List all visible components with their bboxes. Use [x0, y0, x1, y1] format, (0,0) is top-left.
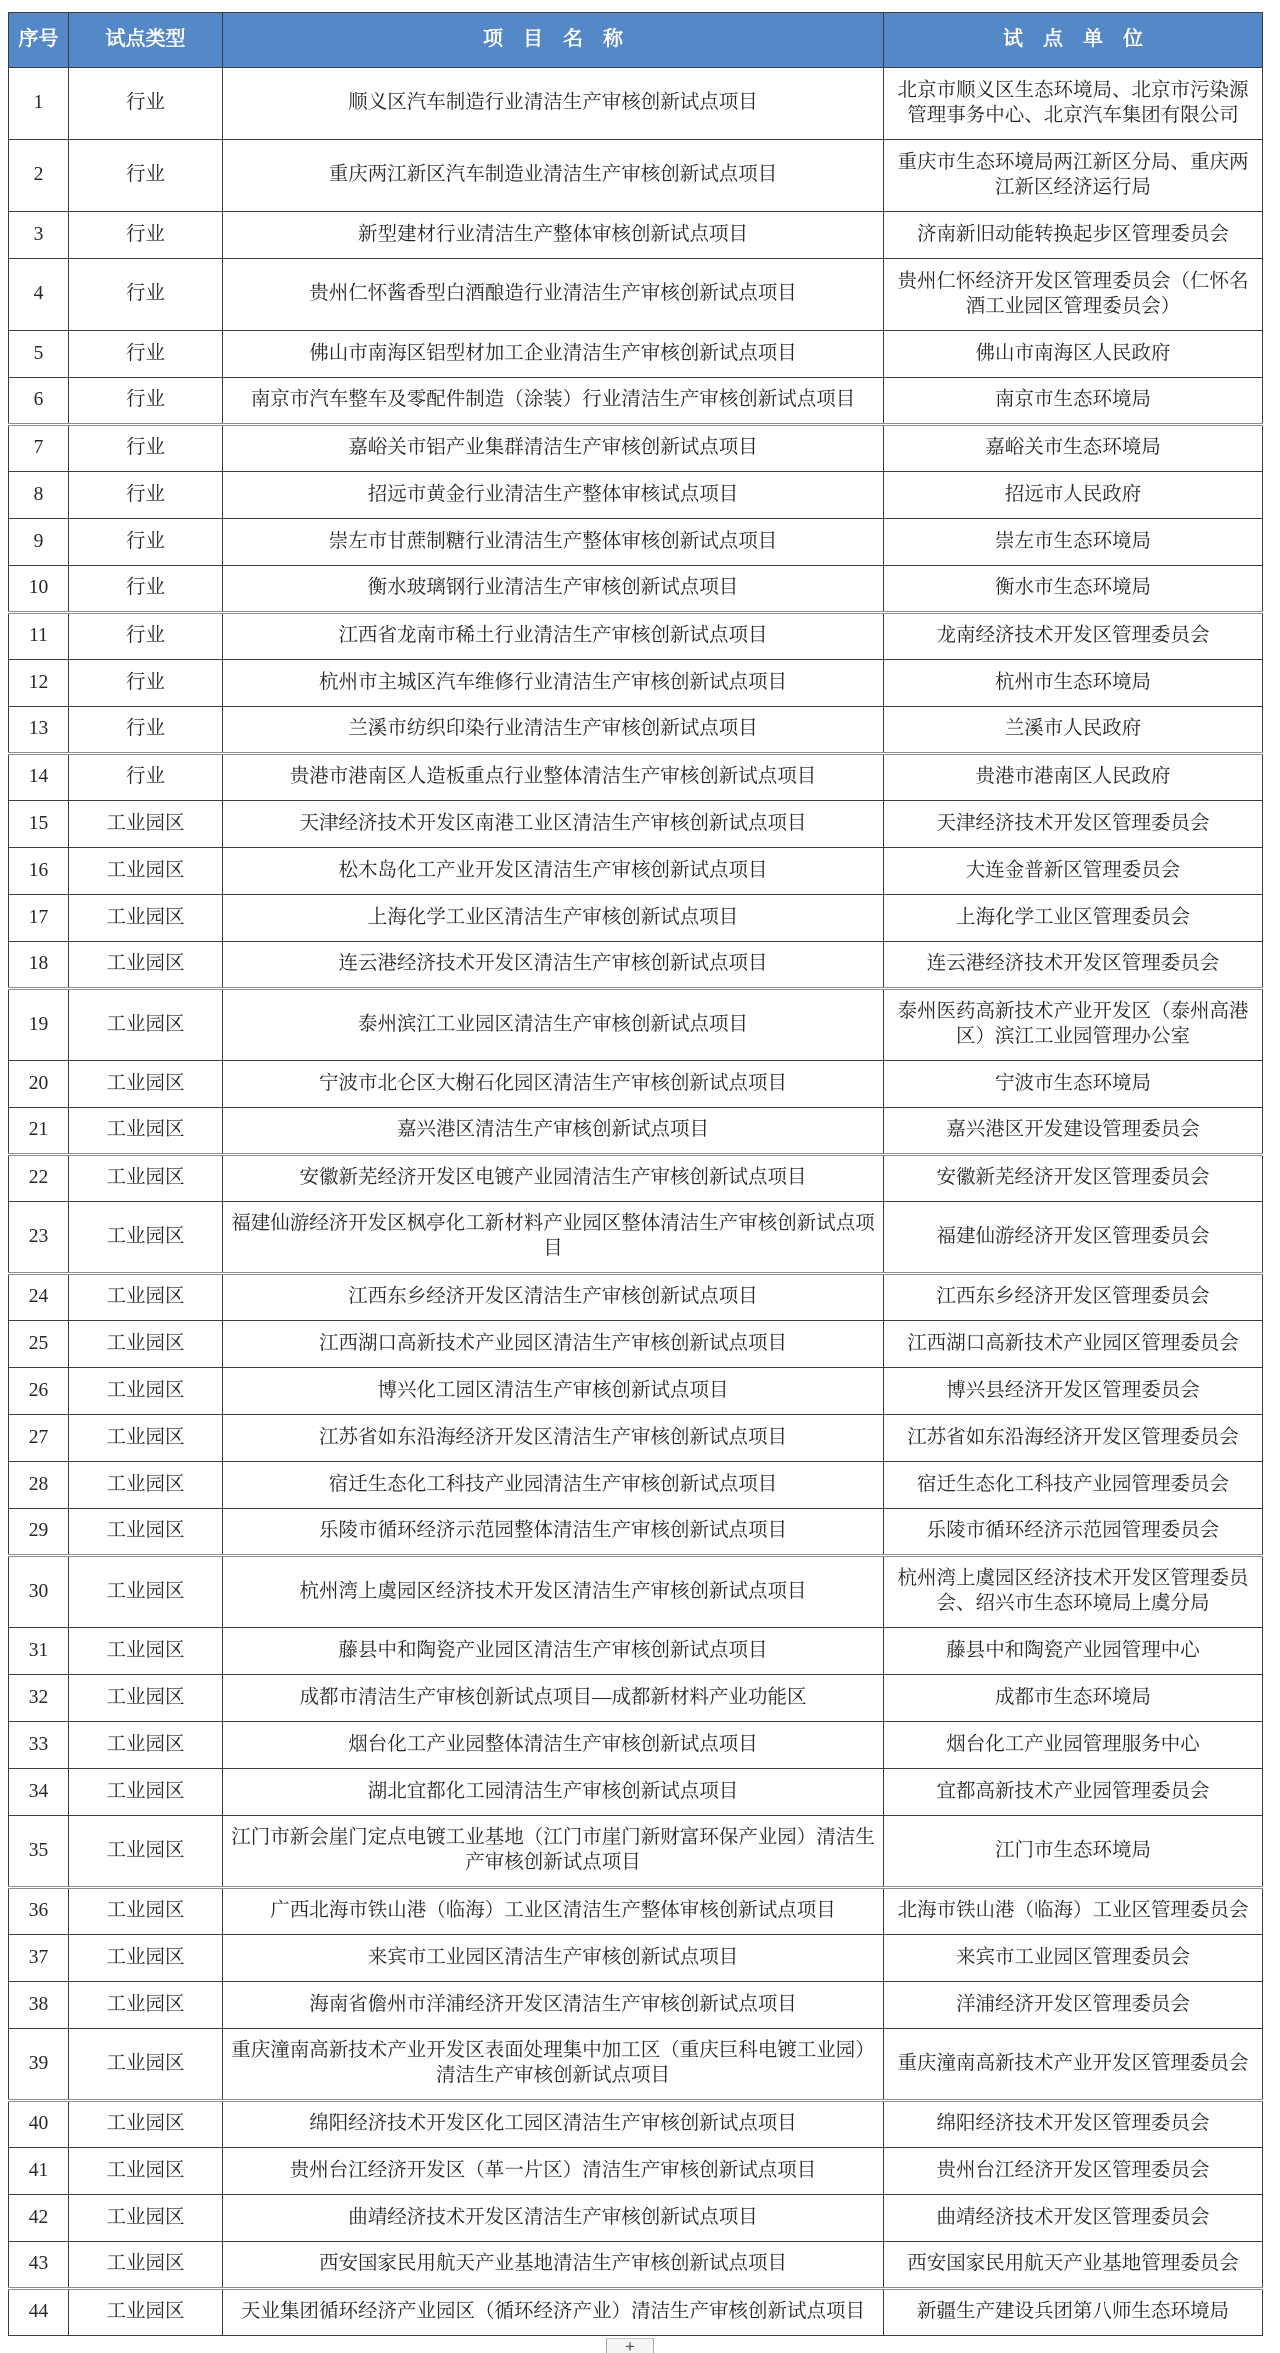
unit-cell: 新疆生产建设兵团第八师生态环境局 [884, 2289, 1263, 2336]
serial-cell: 14 [9, 754, 69, 801]
project-cell: 兰溪市纺织印染行业清洁生产审核创新试点项目 [223, 707, 884, 754]
type-cell: 行业 [69, 425, 223, 472]
project-cell: 宿迁生态化工科技产业园清洁生产审核创新试点项目 [223, 1462, 884, 1509]
type-cell: 工业园区 [69, 1769, 223, 1816]
table-row [9, 1368, 1263, 1415]
table-row [9, 2289, 1263, 2336]
table-row [9, 259, 1263, 331]
type-cell: 行业 [69, 566, 223, 613]
project-cell: 新型建材行业清洁生产整体审核创新试点项目 [223, 212, 884, 259]
serial-cell: 33 [9, 1722, 69, 1769]
unit-cell: 兰溪市人民政府 [884, 707, 1263, 754]
unit-cell: 南京市生态环境局 [884, 378, 1263, 425]
type-cell: 工业园区 [69, 1274, 223, 1321]
serial-cell: 19 [9, 989, 69, 1061]
table-row [9, 519, 1263, 566]
header-project-name: 项 目 名 称 [223, 13, 884, 68]
unit-cell: 嘉兴港区开发建设管理委员会 [884, 1108, 1263, 1155]
serial-cell: 11 [9, 613, 69, 660]
project-cell: 嘉峪关市铝产业集群清洁生产审核创新试点项目 [223, 425, 884, 472]
unit-cell: 烟台化工产业园管理服务中心 [884, 1722, 1263, 1769]
project-cell: 湖北宜都化工园清洁生产审核创新试点项目 [223, 1769, 884, 1816]
unit-cell: 安徽新芜经济开发区管理委员会 [884, 1155, 1263, 1202]
unit-cell: 重庆潼南高新技术产业开发区管理委员会 [884, 2029, 1263, 2101]
project-cell: 连云港经济技术开发区清洁生产审核创新试点项目 [223, 942, 884, 989]
table-row [9, 801, 1263, 848]
type-cell: 工业园区 [69, 1816, 223, 1888]
project-cell: 杭州湾上虞园区经济技术开发区清洁生产审核创新试点项目 [223, 1556, 884, 1628]
serial-cell: 42 [9, 2195, 69, 2242]
type-cell: 工业园区 [69, 2101, 223, 2148]
unit-cell: 杭州市生态环境局 [884, 660, 1263, 707]
table-row [9, 1722, 1263, 1769]
unit-cell: 佛山市南海区人民政府 [884, 331, 1263, 378]
unit-cell: 来宾市工业园区管理委员会 [884, 1935, 1263, 1982]
project-cell: 来宾市工业园区清洁生产审核创新试点项目 [223, 1935, 884, 1982]
table-row [9, 1155, 1263, 1202]
project-cell: 佛山市南海区铝型材加工企业清洁生产审核创新试点项目 [223, 331, 884, 378]
serial-cell: 4 [9, 259, 69, 331]
project-cell: 江西湖口高新技术产业园区清洁生产审核创新试点项目 [223, 1321, 884, 1368]
type-cell: 工业园区 [69, 2148, 223, 2195]
type-cell: 行业 [69, 68, 223, 140]
serial-cell: 34 [9, 1769, 69, 1816]
type-cell: 行业 [69, 707, 223, 754]
table-row [9, 1274, 1263, 1321]
table-row [9, 2148, 1263, 2195]
unit-cell: 杭州湾上虞园区经济技术开发区管理委员会、绍兴市生态环境局上虞分局 [884, 1556, 1263, 1628]
serial-cell: 7 [9, 425, 69, 472]
serial-cell: 8 [9, 472, 69, 519]
table-row [9, 660, 1263, 707]
serial-cell: 25 [9, 1321, 69, 1368]
type-cell: 工业园区 [69, 1202, 223, 1274]
unit-cell: 衡水市生态环境局 [884, 566, 1263, 613]
unit-cell: 济南新旧动能转换起步区管理委员会 [884, 212, 1263, 259]
table-row [9, 754, 1263, 801]
project-cell: 烟台化工产业园整体清洁生产审核创新试点项目 [223, 1722, 884, 1769]
serial-cell: 15 [9, 801, 69, 848]
serial-cell: 17 [9, 895, 69, 942]
type-cell: 行业 [69, 378, 223, 425]
type-cell: 工业园区 [69, 1108, 223, 1155]
project-cell: 安徽新芜经济开发区电镀产业园清洁生产审核创新试点项目 [223, 1155, 884, 1202]
unit-cell: 天津经济技术开发区管理委员会 [884, 801, 1263, 848]
serial-cell: 6 [9, 378, 69, 425]
serial-cell: 22 [9, 1155, 69, 1202]
type-cell: 工业园区 [69, 1462, 223, 1509]
table-row [9, 1108, 1263, 1155]
serial-cell: 38 [9, 1982, 69, 2029]
serial-cell: 35 [9, 1816, 69, 1888]
serial-cell: 24 [9, 1274, 69, 1321]
zoom-plus-button[interactable]: + [606, 2338, 654, 2353]
unit-cell: 乐陵市循环经济示范园管理委员会 [884, 1509, 1263, 1556]
table-row [9, 472, 1263, 519]
project-cell: 江门市新会崖门定点电镀工业基地（江门市崖门新财富环保产业园）清洁生产审核创新试点项目 [223, 1816, 884, 1888]
table-row [9, 989, 1263, 1061]
type-cell: 工业园区 [69, 801, 223, 848]
project-cell: 南京市汽车整车及零配件制造（涂装）行业清洁生产审核创新试点项目 [223, 378, 884, 425]
table-row [9, 1935, 1263, 1982]
table-row [9, 895, 1263, 942]
type-cell: 行业 [69, 754, 223, 801]
serial-cell: 1 [9, 68, 69, 140]
project-cell: 成都市清洁生产审核创新试点项目—成都新材料产业功能区 [223, 1675, 884, 1722]
serial-cell: 10 [9, 566, 69, 613]
serial-cell: 27 [9, 1415, 69, 1462]
serial-cell: 12 [9, 660, 69, 707]
project-cell: 松木岛化工产业开发区清洁生产审核创新试点项目 [223, 848, 884, 895]
table-row [9, 2242, 1263, 2289]
unit-cell: 福建仙游经济开发区管理委员会 [884, 1202, 1263, 1274]
table-row [9, 1675, 1263, 1722]
unit-cell: 北京市顺义区生态环境局、北京市污染源管理事务中心、北京汽车集团有限公司 [884, 68, 1263, 140]
unit-cell: 西安国家民用航天产业基地管理委员会 [884, 2242, 1263, 2289]
unit-cell: 贵州仁怀经济开发区管理委员会（仁怀名酒工业园区管理委员会） [884, 259, 1263, 331]
table-row [9, 1888, 1263, 1935]
project-cell: 衡水玻璃钢行业清洁生产审核创新试点项目 [223, 566, 884, 613]
table-row [9, 1556, 1263, 1628]
serial-cell: 21 [9, 1108, 69, 1155]
table-row [9, 378, 1263, 425]
project-cell: 招远市黄金行业清洁生产整体审核试点项目 [223, 472, 884, 519]
unit-cell: 北海市铁山港（临海）工业区管理委员会 [884, 1888, 1263, 1935]
table-row [9, 1202, 1263, 1274]
unit-cell: 宿迁生态化工科技产业园管理委员会 [884, 1462, 1263, 1509]
unit-cell: 龙南经济技术开发区管理委员会 [884, 613, 1263, 660]
project-cell: 藤县中和陶瓷产业园区清洁生产审核创新试点项目 [223, 1628, 884, 1675]
unit-cell: 重庆市生态环境局两江新区分局、重庆两江新区经济运行局 [884, 140, 1263, 212]
table-row [9, 848, 1263, 895]
table-row [9, 1321, 1263, 1368]
table-row [9, 1628, 1263, 1675]
type-cell: 工业园区 [69, 989, 223, 1061]
project-cell: 天津经济技术开发区南港工业区清洁生产审核创新试点项目 [223, 801, 884, 848]
type-cell: 行业 [69, 660, 223, 707]
type-cell: 工业园区 [69, 1061, 223, 1108]
table-row [9, 2195, 1263, 2242]
table-row [9, 1415, 1263, 1462]
type-cell: 工业园区 [69, 1509, 223, 1556]
project-cell: 贵港市港南区人造板重点行业整体清洁生产审核创新试点项目 [223, 754, 884, 801]
project-cell: 天业集团循环经济产业园区（循环经济产业）清洁生产审核创新试点项目 [223, 2289, 884, 2336]
serial-cell: 37 [9, 1935, 69, 1982]
project-cell: 曲靖经济技术开发区清洁生产审核创新试点项目 [223, 2195, 884, 2242]
project-cell: 福建仙游经济开发区枫亭化工新材料产业园区整体清洁生产审核创新试点项目 [223, 1202, 884, 1274]
serial-cell: 23 [9, 1202, 69, 1274]
unit-cell: 藤县中和陶瓷产业园管理中心 [884, 1628, 1263, 1675]
unit-cell: 贵州台江经济开发区管理委员会 [884, 2148, 1263, 2195]
project-cell: 绵阳经济技术开发区化工园区清洁生产审核创新试点项目 [223, 2101, 884, 2148]
project-cell: 泰州滨江工业园区清洁生产审核创新试点项目 [223, 989, 884, 1061]
type-cell: 工业园区 [69, 1321, 223, 1368]
type-cell: 工业园区 [69, 1368, 223, 1415]
table-row [9, 68, 1263, 140]
serial-cell: 20 [9, 1061, 69, 1108]
type-cell: 工业园区 [69, 1982, 223, 2029]
unit-cell: 江西湖口高新技术产业园区管理委员会 [884, 1321, 1263, 1368]
unit-cell: 贵港市港南区人民政府 [884, 754, 1263, 801]
project-cell: 重庆两江新区汽车制造业清洁生产审核创新试点项目 [223, 140, 884, 212]
table-row [9, 331, 1263, 378]
serial-cell: 43 [9, 2242, 69, 2289]
type-cell: 行业 [69, 259, 223, 331]
table-row [9, 2101, 1263, 2148]
unit-cell: 嘉峪关市生态环境局 [884, 425, 1263, 472]
serial-cell: 36 [9, 1888, 69, 1935]
type-cell: 行业 [69, 472, 223, 519]
unit-cell: 崇左市生态环境局 [884, 519, 1263, 566]
project-cell: 西安国家民用航天产业基地清洁生产审核创新试点项目 [223, 2242, 884, 2289]
type-cell: 工业园区 [69, 2289, 223, 2336]
serial-cell: 31 [9, 1628, 69, 1675]
unit-cell: 上海化学工业区管理委员会 [884, 895, 1263, 942]
serial-cell: 40 [9, 2101, 69, 2148]
project-cell: 杭州市主城区汽车维修行业清洁生产审核创新试点项目 [223, 660, 884, 707]
type-cell: 行业 [69, 613, 223, 660]
unit-cell: 博兴县经济开发区管理委员会 [884, 1368, 1263, 1415]
table-row [9, 140, 1263, 212]
type-cell: 工业园区 [69, 2029, 223, 2101]
serial-cell: 29 [9, 1509, 69, 1556]
table-row [9, 707, 1263, 754]
type-cell: 工业园区 [69, 942, 223, 989]
project-cell: 嘉兴港区清洁生产审核创新试点项目 [223, 1108, 884, 1155]
table-row [9, 1509, 1263, 1556]
project-cell: 崇左市甘蔗制糖行业清洁生产整体审核创新试点项目 [223, 519, 884, 566]
table-row [9, 425, 1263, 472]
unit-cell: 成都市生态环境局 [884, 1675, 1263, 1722]
type-cell: 工业园区 [69, 1628, 223, 1675]
serial-cell: 5 [9, 331, 69, 378]
serial-cell: 13 [9, 707, 69, 754]
serial-cell: 28 [9, 1462, 69, 1509]
table-row [9, 1061, 1263, 1108]
table-row [9, 942, 1263, 989]
table-header-row [9, 13, 1263, 68]
table-row [9, 1769, 1263, 1816]
unit-cell: 招远市人民政府 [884, 472, 1263, 519]
serial-cell: 9 [9, 519, 69, 566]
type-cell: 工业园区 [69, 848, 223, 895]
serial-cell: 39 [9, 2029, 69, 2101]
project-cell: 乐陵市循环经济示范园整体清洁生产审核创新试点项目 [223, 1509, 884, 1556]
unit-cell: 连云港经济技术开发区管理委员会 [884, 942, 1263, 989]
type-cell: 工业园区 [69, 1722, 223, 1769]
type-cell: 工业园区 [69, 1935, 223, 1982]
project-cell: 顺义区汽车制造行业清洁生产审核创新试点项目 [223, 68, 884, 140]
type-cell: 工业园区 [69, 1675, 223, 1722]
type-cell: 行业 [69, 519, 223, 566]
header-serial: 序号 [9, 13, 69, 68]
type-cell: 工业园区 [69, 2242, 223, 2289]
type-cell: 工业园区 [69, 1888, 223, 1935]
serial-cell: 41 [9, 2148, 69, 2195]
project-cell: 贵州台江经济开发区（革一片区）清洁生产审核创新试点项目 [223, 2148, 884, 2195]
project-cell: 重庆潼南高新技术产业开发区表面处理集中加工区（重庆巨科电镀工业园）清洁生产审核创新试点项目 [223, 2029, 884, 2101]
serial-cell: 32 [9, 1675, 69, 1722]
table-row [9, 1816, 1263, 1888]
project-cell: 江苏省如东沿海经济开发区清洁生产审核创新试点项目 [223, 1415, 884, 1462]
header-pilot-type: 试点类型 [69, 13, 223, 68]
unit-cell: 大连金普新区管理委员会 [884, 848, 1263, 895]
unit-cell: 绵阳经济技术开发区管理委员会 [884, 2101, 1263, 2148]
type-cell: 工业园区 [69, 895, 223, 942]
table-row [9, 1982, 1263, 2029]
table-row [9, 2029, 1263, 2101]
table-body [9, 68, 1263, 2336]
table-row [9, 212, 1263, 259]
type-cell: 行业 [69, 140, 223, 212]
header-pilot-unit: 试 点 单 位 [884, 13, 1263, 68]
pilot-projects-table [8, 12, 1263, 2336]
serial-cell: 44 [9, 2289, 69, 2336]
table-row [9, 1462, 1263, 1509]
serial-cell: 16 [9, 848, 69, 895]
project-cell: 上海化学工业区清洁生产审核创新试点项目 [223, 895, 884, 942]
serial-cell: 30 [9, 1556, 69, 1628]
unit-cell: 泰州医药高新技术产业开发区（泰州高港区）滨江工业园管理办公室 [884, 989, 1263, 1061]
serial-cell: 26 [9, 1368, 69, 1415]
type-cell: 工业园区 [69, 2195, 223, 2242]
unit-cell: 洋浦经济开发区管理委员会 [884, 1982, 1263, 2029]
table-row [9, 566, 1263, 613]
project-cell: 贵州仁怀酱香型白酒酿造行业清洁生产审核创新试点项目 [223, 259, 884, 331]
project-cell: 宁波市北仑区大榭石化园区清洁生产审核创新试点项目 [223, 1061, 884, 1108]
serial-cell: 18 [9, 942, 69, 989]
serial-cell: 3 [9, 212, 69, 259]
unit-cell: 江西东乡经济开发区管理委员会 [884, 1274, 1263, 1321]
project-cell: 海南省儋州市洋浦经济开发区清洁生产审核创新试点项目 [223, 1982, 884, 2029]
project-cell: 江西东乡经济开发区清洁生产审核创新试点项目 [223, 1274, 884, 1321]
type-cell: 行业 [69, 212, 223, 259]
project-cell: 江西省龙南市稀土行业清洁生产审核创新试点项目 [223, 613, 884, 660]
unit-cell: 宁波市生态环境局 [884, 1061, 1263, 1108]
type-cell: 工业园区 [69, 1556, 223, 1628]
type-cell: 行业 [69, 331, 223, 378]
type-cell: 工业园区 [69, 1155, 223, 1202]
project-cell: 博兴化工园区清洁生产审核创新试点项目 [223, 1368, 884, 1415]
type-cell: 工业园区 [69, 1415, 223, 1462]
unit-cell: 江门市生态环境局 [884, 1816, 1263, 1888]
serial-cell: 2 [9, 140, 69, 212]
unit-cell: 江苏省如东沿海经济开发区管理委员会 [884, 1415, 1263, 1462]
table-row [9, 613, 1263, 660]
unit-cell: 曲靖经济技术开发区管理委员会 [884, 2195, 1263, 2242]
unit-cell: 宜都高新技术产业园管理委员会 [884, 1769, 1263, 1816]
project-cell: 广西北海市铁山港（临海）工业区清洁生产整体审核创新试点项目 [223, 1888, 884, 1935]
